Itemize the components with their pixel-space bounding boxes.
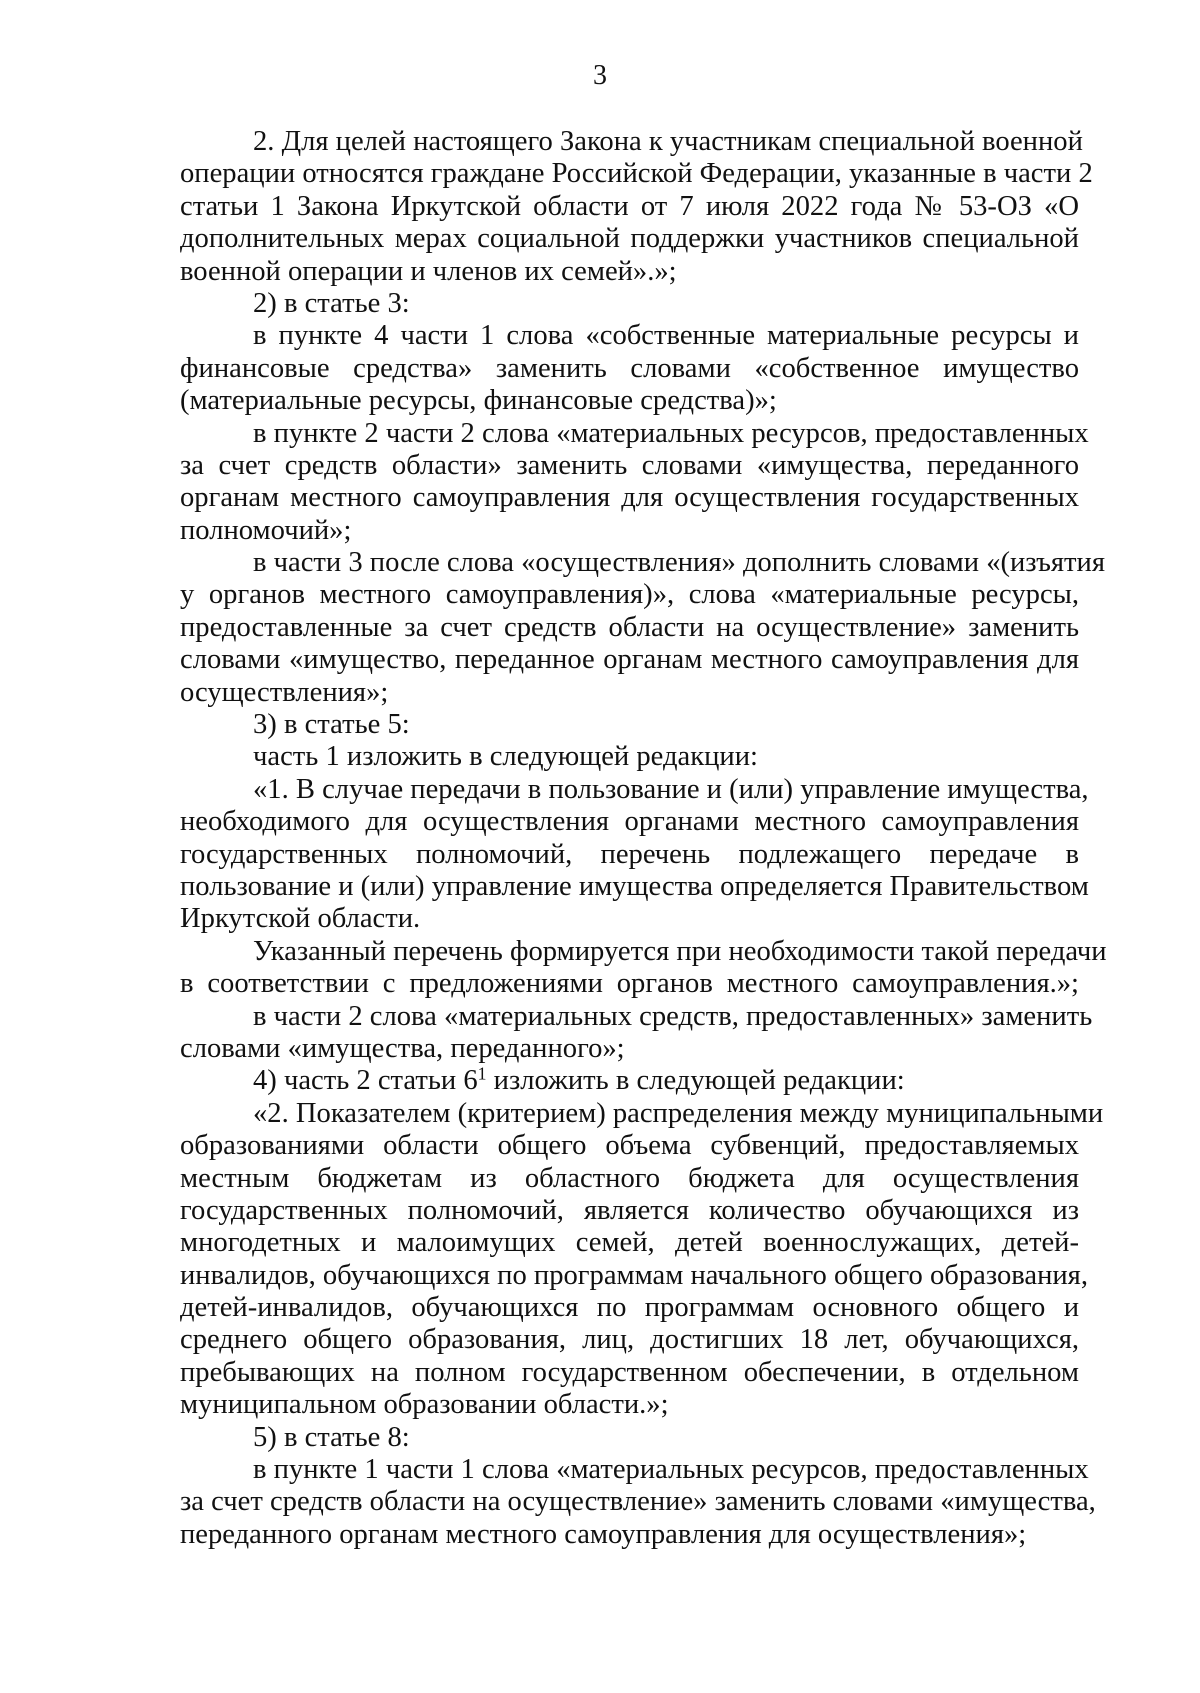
text-line: местным бюджетам из областного бюджета для осуществления bbox=[180, 1162, 1079, 1194]
text-line: муниципальном образовании области.»; bbox=[180, 1389, 669, 1421]
text-line: Иркутской области. bbox=[180, 903, 421, 935]
text-line: образованиями области общего объема субвенций, предоставляемых bbox=[180, 1130, 1079, 1162]
text-line: в соответствии с предложениями органов местного самоуправления.»; bbox=[180, 968, 1079, 1000]
text-line: необходимого для осуществления органами местного самоуправления bbox=[180, 806, 1079, 838]
text-line: 5) в статье 8: bbox=[253, 1421, 410, 1453]
text-line: 3) в статье 5: bbox=[253, 709, 410, 741]
text-line: в части 3 после слова «осуществления» дополнить словами «(изъятия bbox=[253, 547, 1106, 579]
text-line: «1. В случае передачи в пользование и (или) управление имущества, bbox=[253, 773, 1089, 805]
text-line: государственных полномочий, перечень подлежащего передаче в bbox=[180, 838, 1079, 870]
text-line: 2. Для целей настоящего Закона к участникам специальной военной bbox=[253, 126, 1083, 157]
text-line: детей-инвалидов, обучающихся по программам основного общего и bbox=[180, 1292, 1079, 1324]
text-line-with-superscript bbox=[180, 1065, 1079, 1097]
text-line: в пункте 1 части 1 слова «материальных ресурсов, предоставленных bbox=[253, 1454, 1089, 1486]
text-line: часть 1 изложить в следующей редакции: bbox=[253, 741, 758, 773]
text-line: многодетных и малоимущих семей, детей военнослужащих, детей- bbox=[180, 1227, 1079, 1259]
text-line: в пункте 4 части 1 слова «собственные материальные ресурсы и bbox=[253, 320, 1079, 352]
text-line: переданного органам местного самоуправления для осуществления»; bbox=[180, 1518, 1027, 1550]
text-line: в пункте 2 части 2 слова «материальных ресурсов, предоставленных bbox=[253, 417, 1089, 449]
text-line: Указанный перечень формируется при необходимости такой передачи bbox=[253, 935, 1107, 967]
text-line: (материальные ресурсы, финансовые средства)»; bbox=[180, 385, 777, 417]
text-line: в части 2 слова «материальных средств, предоставленных» заменить bbox=[253, 1000, 1093, 1032]
text-line: словами «имущество, переданное органам местного самоуправления для bbox=[180, 644, 1079, 676]
text-line: военной операции и членов их семей».»; bbox=[180, 255, 677, 287]
text-line: предоставленные за счет средств области на осуществление» заменить bbox=[180, 611, 1079, 643]
page-number: 3 bbox=[593, 60, 607, 91]
text-line: 2) в статье 3: bbox=[253, 287, 410, 319]
text-line: дополнительных мерах социальной поддержки участников специальной bbox=[180, 223, 1079, 255]
text-line: у органов местного самоуправления)», слова «материальные ресурсы, bbox=[180, 579, 1079, 611]
text-line: пребывающих на полном государственном обеспечении, в отдельном bbox=[180, 1356, 1079, 1388]
text-line: инвалидов, обучающихся по программам начального общего образования, bbox=[180, 1259, 1088, 1291]
text-fragment: 4) часть 2 статьи 6 bbox=[253, 1065, 478, 1097]
text-line: статьи 1 Закона Иркутской области от 7 июля 2022 года № 53-ОЗ «О bbox=[180, 190, 1079, 222]
text-line: финансовые средства» заменить словами «собственное имущество bbox=[180, 352, 1079, 384]
document-body bbox=[180, 126, 1107, 1551]
text-line: за счет средств области на осуществление» заменить словами «имущества, bbox=[180, 1486, 1096, 1518]
text-line: операции относятся граждане Российской Федерации, указанные в части 2 bbox=[180, 158, 1093, 190]
text-fragment: изложить в следующей редакции: bbox=[486, 1065, 905, 1097]
text-line: органам местного самоуправления для осуществления государственных bbox=[180, 482, 1079, 514]
text-line: пользование и (или) управление имущества определяется Правительством bbox=[180, 870, 1089, 902]
text-line: осуществления»; bbox=[180, 676, 389, 708]
superscript: 1 bbox=[477, 1063, 487, 1084]
text-line: среднего общего образования, лиц, достигших 18 лет, обучающихся, bbox=[180, 1324, 1079, 1356]
text-line: «2. Показателем (критерием) распределения между муниципальными bbox=[253, 1097, 1104, 1129]
text-line: словами «имущества, переданного»; bbox=[180, 1032, 625, 1064]
text-line: государственных полномочий, является количество обучающихся из bbox=[180, 1194, 1079, 1226]
text-line: полномочий»; bbox=[180, 514, 352, 546]
text-line: за счет средств области» заменить словами «имущества, переданного bbox=[180, 449, 1079, 481]
